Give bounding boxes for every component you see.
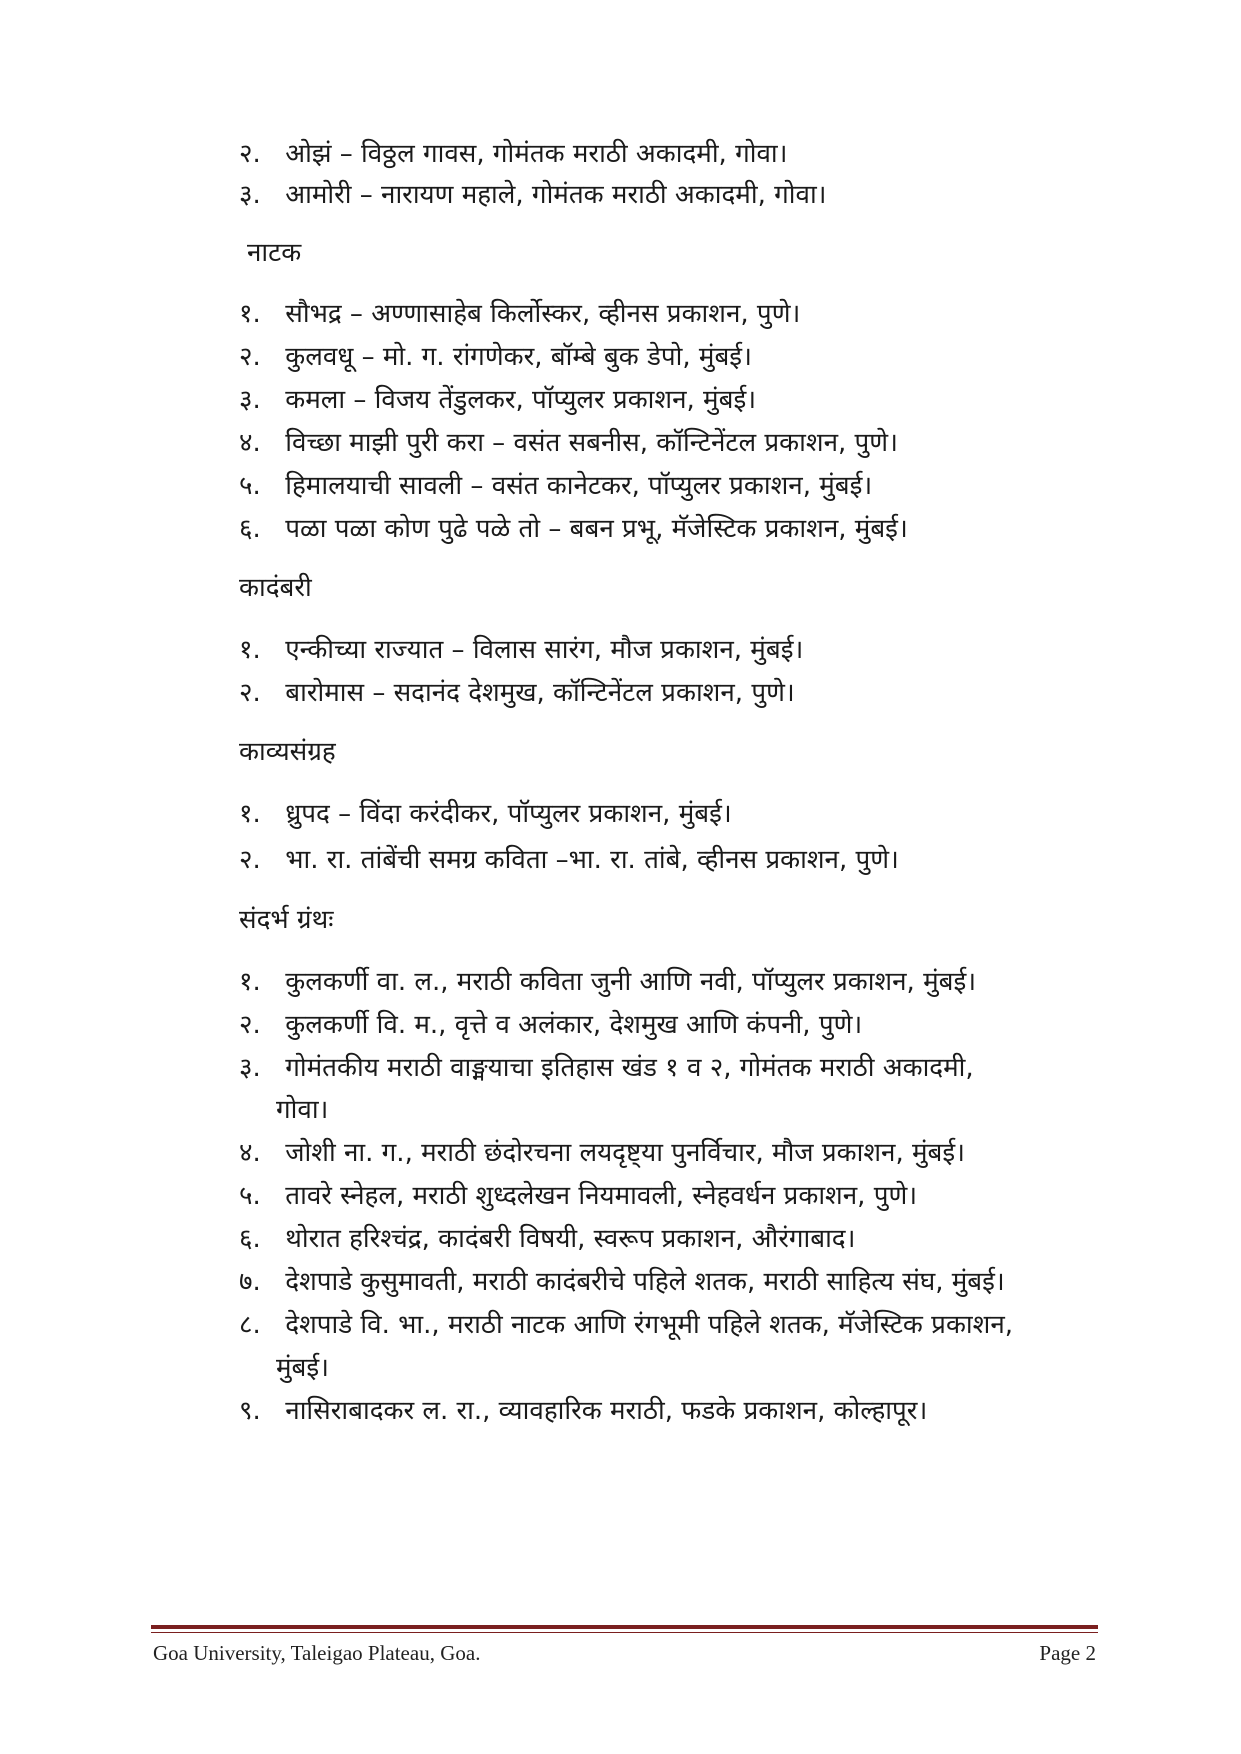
list-item: [239, 676, 795, 710]
list-text: ओझं – विठ्ठल गावस, गोमंतक मराठी अकादमी, गोवा।: [285, 139, 788, 169]
list-text: कुलकर्णी वा. ल., मराठी कविता जुनी आणि नवी, पॉप्युलर प्रकाशन, मुंबई।: [285, 967, 977, 997]
list-item: [239, 426, 898, 460]
list-number: ३.: [239, 385, 261, 415]
list-item: [239, 797, 732, 831]
list-number: ८.: [239, 1310, 261, 1340]
list-item: [239, 1051, 974, 1085]
list-item: [239, 1394, 927, 1428]
list-text: पळा पळा कोण पुढे पळे तो – बबन प्रभू, मॅजेस्टिक प्रकाशन, मुंबई।: [285, 514, 908, 544]
list-item: [239, 1308, 1013, 1342]
list-text: गोमंतकीय मराठी वाङ्मयाचा इतिहास खंड १ व २, गोमंतक मराठी अकादमी,: [285, 1053, 974, 1083]
list-text-continuation: मुंबई।: [276, 1353, 330, 1383]
list-text: तावरे स्नेहल, मराठी शुध्दलेखन नियमावली, स्नेहवर्धन प्रकाशन, पुणे।: [285, 1181, 918, 1211]
list-item: [239, 1008, 862, 1042]
section-heading-natak: नाटक: [247, 238, 302, 268]
list-text: सौभद्र – अण्णासाहेब किर्लोस्कर, व्हीनस प्रकाशन, पुणे।: [285, 299, 801, 329]
list-item: [239, 340, 752, 374]
list-text: कुलवधू – मो. ग. रांगणेकर, बॉम्बे बुक डेपो, मुंबई।: [285, 342, 752, 372]
list-text: देशपाडे वि. भा., मराठी नाटक आणि रंगभूमी पहिले शतक, मॅजेस्टिक प्रकाशन,: [285, 1310, 1014, 1340]
list-number: २.: [239, 1010, 261, 1040]
list-number: ४.: [239, 1138, 261, 1168]
list-item: [239, 469, 872, 503]
list-number: १.: [239, 967, 261, 997]
list-item: [239, 843, 899, 877]
list-text: थोरात हरिश्चंद्र, कादंबरी विषयी, स्वरूप प्रकाशन, औरंगाबाद।: [285, 1224, 856, 1254]
list-text: देशपाडे कुसुमावती, मराठी कादंबरीचे पहिले शतक, मराठी साहित्य संघ, मुंबई।: [285, 1267, 1005, 1297]
list-number: १.: [239, 799, 261, 829]
list-item: [239, 1265, 1005, 1299]
list-number: ६.: [239, 1224, 261, 1254]
footer-divider-thin: [151, 1632, 1098, 1633]
list-item: [239, 178, 827, 212]
list-item: [239, 965, 976, 999]
list-item: [239, 1222, 855, 1256]
list-item: [239, 297, 800, 331]
list-number: ९.: [239, 1396, 261, 1426]
list-number: ७.: [239, 1267, 261, 1297]
list-item: [239, 512, 908, 546]
list-text: बारोमास – सदानंद देशमुख, कॉन्टिनेंटल प्रकाशन, पुणे।: [285, 678, 795, 708]
list-item: [239, 1136, 965, 1170]
list-number: ४.: [239, 428, 261, 458]
list-item: [239, 137, 788, 171]
list-number: २.: [239, 342, 261, 372]
list-number: २.: [239, 139, 261, 169]
list-text: कुलकर्णी वि. म., वृत्ते व अलंकार, देशमुख आणि कंपनी, पुणे।: [285, 1010, 863, 1040]
list-text: ध्रुपद – विंदा करंदीकर, पॉप्युलर प्रकाशन, मुंबई।: [285, 799, 732, 829]
list-number: २.: [239, 678, 261, 708]
list-text: भा. रा. तांबेंची समग्र कविता –भा. रा. तांबे, व्हीनस प्रकाशन, पुणे।: [285, 845, 899, 875]
list-number: ५.: [239, 1181, 261, 1211]
section-heading-sandarbh: संदर्भ ग्रंथः: [239, 905, 334, 935]
list-number: ६.: [239, 514, 261, 544]
list-number: ५.: [239, 471, 261, 501]
list-text: आमोरी – नारायण महाले, गोमंतक मराठी अकादमी, गोवा।: [285, 180, 827, 210]
list-text: जोशी ना. ग., मराठी छंदोरचना लयदृष्ट्या पुनर्विचार, मौज प्रकाशन, मुंबई।: [285, 1138, 966, 1168]
list-item: [239, 1179, 917, 1213]
section-heading-kadambari: कादंबरी: [239, 573, 312, 603]
section-heading-kavyasangrah: काव्यसंग्रह: [239, 737, 336, 767]
footer-divider: [151, 1625, 1098, 1629]
list-text: हिमालयाची सावली – वसंत कानेटकर, पॉप्युलर प्रकाशन, मुंबई।: [285, 471, 873, 501]
list-number: १.: [239, 299, 261, 329]
list-text: विच्छा माझी पुरी करा – वसंत सबनीस, कॉन्टिनेंटल प्रकाशन, पुणे।: [285, 428, 898, 458]
list-number: ३.: [239, 1053, 261, 1083]
list-item: [239, 633, 803, 667]
list-text: एन्कीच्या राज्यात – विलास सारंग, मौज प्रकाशन, मुंबई।: [285, 635, 804, 665]
list-text: कमला – विजय तेंडुलकर, पॉप्युलर प्रकाशन, मुंबई।: [285, 385, 757, 415]
list-number: ३.: [239, 180, 261, 210]
list-number: २.: [239, 845, 261, 875]
page-number: Page 2: [1039, 1641, 1096, 1665]
list-text: नासिराबादकर ल. रा., व्यावहारिक मराठी, फडके प्रकाशन, कोल्हापूर।: [285, 1396, 928, 1426]
footer-institution: Goa University, Taleigao Plateau, Goa.: [153, 1641, 481, 1665]
list-text-continuation: गोवा।: [276, 1095, 329, 1125]
list-item: [239, 383, 756, 417]
list-number: १.: [239, 635, 261, 665]
